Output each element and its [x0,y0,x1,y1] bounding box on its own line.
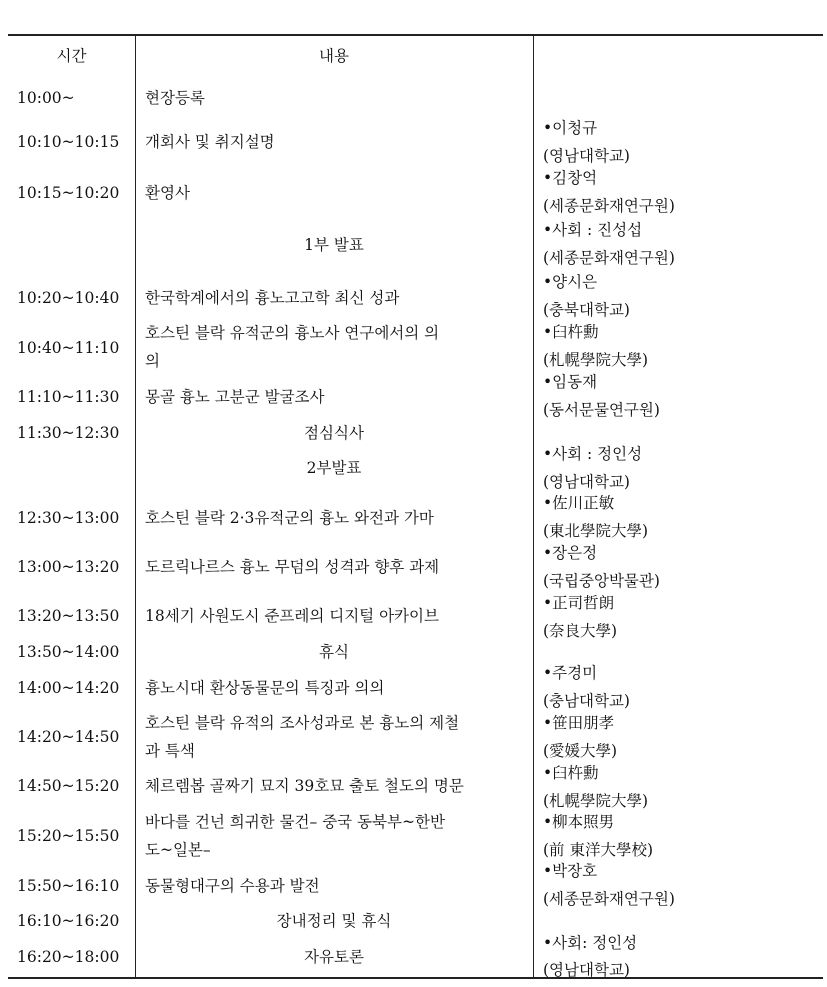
header-content: 내용 [319,47,349,65]
speaker-affiliation: (札幌學院大學) [543,351,649,369]
content-cell: 개회사 및 취지설명 [145,133,275,151]
speaker-name: •佐川正敏 [543,494,615,512]
time-cell: 10:15~10:20 [17,184,120,202]
speaker-affiliation: (東北學院大學) [543,522,649,540]
speaker-affiliation: (영남대학교) [543,147,630,165]
speaker-name: •笹田朋孝 [543,714,615,732]
speaker-name: •柳本照男 [543,813,615,831]
time-cell: 10:40~11:10 [17,339,120,357]
speaker-name: •사회 : 진성섭 [543,221,643,239]
content-cell: 도르릭나르스 흉노 무덤의 성격과 향후 과제 [145,558,440,576]
speaker-affiliation: (영남대학교) [543,473,630,491]
speaker-affiliation: (동서문물연구원) [543,401,660,419]
content-cell: 흉노시대 환상동물문의 특징과 의의 [145,679,385,697]
time-cell: 12:30~13:00 [17,509,120,527]
content-cell: 바다를 건넌 희귀한 물건– 중국 동북부~한반 [145,813,445,831]
speaker-affiliation: (국립중앙박물관) [543,572,660,590]
content-cell-continued: 의 [145,352,160,370]
speaker-name: •사회 : 정인성 [543,445,643,463]
content-cell: 동물형대구의 수용과 발전 [145,877,320,895]
time-cell: 13:50~14:00 [17,643,120,661]
content-cell: 호스틴 블락 2·3유적군의 흉노 와전과 가마 [145,509,434,527]
speaker-affiliation: (前 東洋大學校) [543,841,654,859]
content-cell-break: 휴식 [319,643,349,661]
time-cell: 11:10~11:30 [17,388,120,406]
time-cell: 14:20~14:50 [17,728,120,746]
time-cell: 10:10~10:15 [17,133,120,151]
content-cell-continued: 과 특색 [145,742,195,760]
speaker-affiliation: (영남대학교) [543,961,630,979]
speaker-affiliation: (愛媛大學) [543,742,618,760]
speaker-affiliation: (세종문화재연구원) [543,197,675,215]
speaker-name: •장은정 [543,544,598,562]
speaker-affiliation: (충남대학교) [543,692,630,710]
content-cell: 체르렘봅 골짜기 묘지 39호묘 출토 철도의 명문 [145,777,464,795]
speaker-name: •臼杵勳 [543,323,599,341]
time-cell: 16:10~16:20 [17,912,120,930]
speaker-affiliation: (札幌學院大學) [543,792,649,810]
column-divider-2 [533,36,534,977]
table-bottom-rule [8,977,823,979]
content-cell: 환영사 [145,184,190,202]
speaker-name: •사회: 정인성 [543,934,638,952]
content-cell: 호스틴 블락 유적군의 흉노사 연구에서의 의 [145,324,440,342]
section-heading-part1: 1부 발표 [304,236,364,254]
section-heading-part2: 2부발표 [306,459,362,477]
speaker-affiliation: (충북대학교) [543,301,630,319]
time-cell: 11:30~12:30 [17,424,120,442]
content-cell: 현장등록 [145,89,205,107]
content-cell-lunch: 점심식사 [304,424,364,442]
time-cell: 16:20~18:00 [17,948,120,966]
speaker-affiliation: (세종문화재연구원) [543,249,675,267]
speaker-name: •주경미 [543,664,598,682]
speaker-name: •臼杵勳 [543,764,599,782]
time-cell: 14:00~14:20 [17,679,120,697]
time-cell: 14:50~15:20 [17,777,120,795]
table-top-rule [8,34,823,36]
content-cell-discussion: 자유토론 [304,948,364,966]
content-cell-intermission: 장내정리 및 휴식 [276,912,392,930]
speaker-affiliation: (세종문화재연구원) [543,890,675,908]
speaker-name: •박장호 [543,862,598,880]
content-cell: 호스틴 블락 유적의 조사성과로 본 흉노의 제철 [145,714,460,732]
speaker-name: •김창억 [543,169,598,187]
content-cell-continued: 도~일본– [145,841,211,859]
time-cell: 10:20~10:40 [17,289,120,307]
time-cell: 15:50~16:10 [17,877,120,895]
time-cell: 13:20~13:50 [17,607,120,625]
time-cell: 13:00~13:20 [17,558,120,576]
speaker-name: •임동재 [543,373,598,391]
speaker-name: •이청규 [543,119,598,137]
speaker-name: •正司哲朗 [543,594,615,612]
speaker-name: •양시은 [543,273,598,291]
time-cell: 10:00~ [17,89,75,107]
speaker-affiliation: (奈良大學) [543,622,618,640]
time-cell: 15:20~15:50 [17,827,120,845]
content-cell: 몽골 흉노 고분군 발굴조사 [145,388,325,406]
content-cell: 한국학계에서의 흉노고고학 최신 성과 [145,289,400,307]
header-time: 시간 [56,47,87,65]
content-cell: 18세기 사원도시 준프레의 디지털 아카이브 [145,607,439,625]
column-divider-1 [135,36,136,977]
